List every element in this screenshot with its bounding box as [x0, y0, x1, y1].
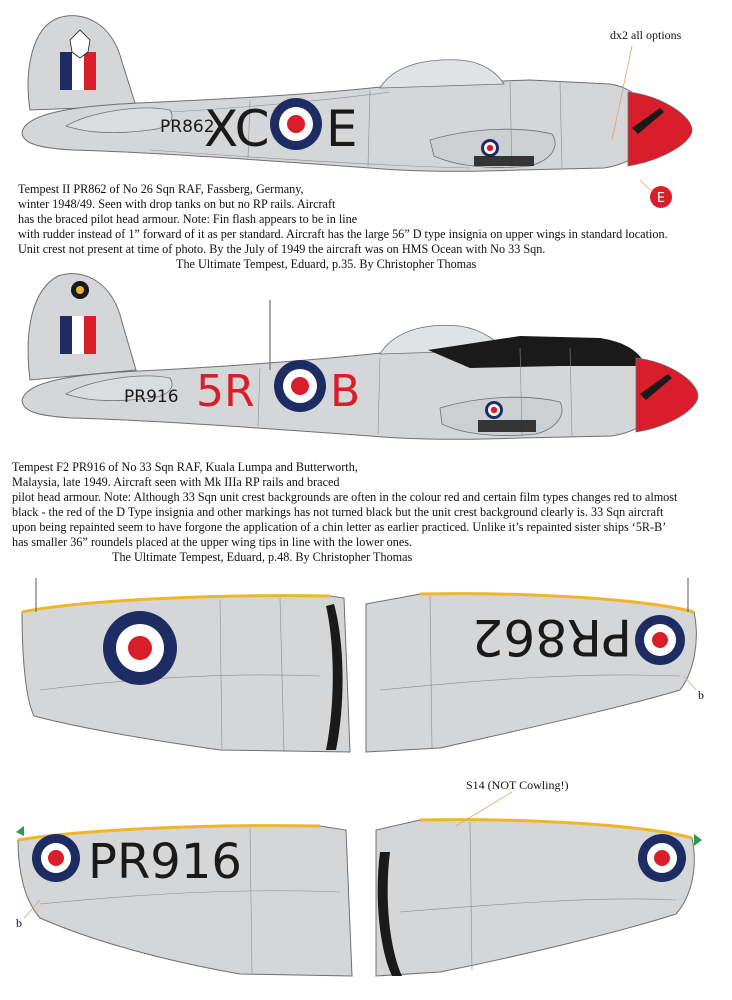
aircraft-1-code-left: XC	[204, 100, 270, 158]
caption-line: has smaller 36” roundels placed at the upper wing tips in line with the lower ones.	[12, 535, 413, 549]
wing-callout-b-left: b	[16, 916, 22, 930]
upper-wing-left	[22, 578, 350, 752]
aircraft-2-code-left: 5R	[196, 366, 255, 417]
caption-source: The Ultimate Tempest, Eduard, p.35. By Christopher Thomas	[176, 257, 477, 271]
caption-line: pilot head armour. Note: Although 33 Sqn unit crest backgrounds are often in the colour red and certain film types changes red to almost	[12, 490, 678, 504]
aircraft-1-chin-letter: E	[656, 191, 666, 206]
caption-line: winter 1948/49. Seen with drop tanks on but no RP rails. Aircraft	[18, 197, 336, 211]
aircraft-1-code-right: E	[326, 100, 358, 158]
caption-line: black - the red of the D Type insignia and other markings has not turned black but the unit crest background clearly is. 33 Sqn aircraft	[12, 505, 664, 519]
aircraft-2-code-right: B	[330, 366, 361, 417]
caption-source: The Ultimate Tempest, Eduard, p.48. By Christopher Thomas	[112, 550, 413, 564]
wing-callout-b-right: b	[698, 688, 704, 702]
upper-wing-right-serial: PR862	[471, 608, 632, 666]
lower-wing-left-serial: PR916	[88, 834, 242, 890]
caption-line: Tempest II PR862 of No 26 Sqn RAF, Fassberg, Germany,	[18, 182, 304, 196]
caption-line: Malaysia, late 1949. Aircraft seen with Mk IIIa RP rails and braced	[12, 475, 340, 489]
caption-line: Unit crest not present at time of photo. By the July of 1949 the aircraft was on HMS Ocean with No 33 Sqn.	[18, 242, 546, 256]
aircraft-2-caption	[12, 460, 728, 565]
caption-line: with rudder instead of 1” forward of it as per standard. Aircraft has the large 56” D type insignia on upper wings in standard location.	[18, 227, 668, 241]
dx2-annotation: dx2 all options	[610, 28, 682, 42]
lower-wing-right	[376, 792, 702, 976]
caption-line: upon being repainted seem to have forgone the application of a chin letter as earlier practiced. Unlike it’s repainted sister ships ‘5R-B’	[12, 520, 667, 534]
aircraft-1-caption	[18, 182, 728, 272]
aircraft-1-serial: PR862	[160, 117, 215, 137]
aircraft-2-serial: PR916	[124, 387, 179, 407]
caption-line: Tempest F2 PR916 of No 33 Sqn RAF, Kuala Lumpa and Butterworth,	[12, 460, 358, 474]
caption-line: has the braced pilot head armour. Note: Fin flash appears to be in line	[18, 212, 358, 226]
s14-annotation: S14 (NOT Cowling!)	[466, 778, 569, 792]
